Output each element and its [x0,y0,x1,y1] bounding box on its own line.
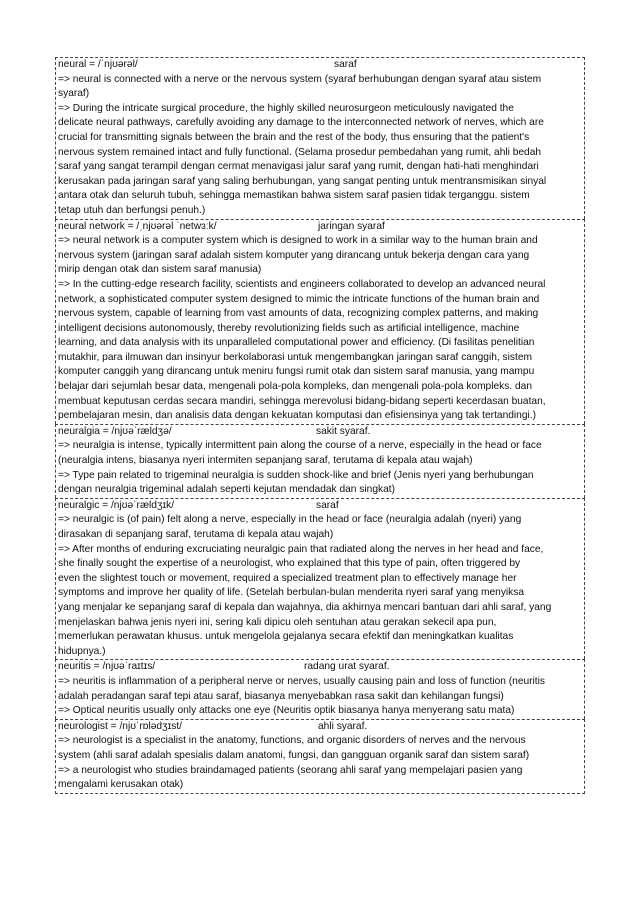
entry-text-line: => During the intricate surgical procedure, the highly skilled neurosurgeon meticulously navigated the [58,102,514,114]
entry-text-line: crucial for transmitting signals between the brain and the rest of the body, thus ensuring that the patient's [58,131,530,143]
entry-text-line: => neural network is a computer system which is designed to work in a similar way to the human brain and [58,235,538,247]
entry-text-line: => neuritis is inflammation of a peripheral nerve or nerves, usually causing pain and loss of function (neuritis [58,675,545,687]
entry-text-line: saraf yang sangat terampil dengan cermat menavigasi jalur saraf yang rumit, dengan hati-hati menghindari [58,161,539,173]
translation: ahli syaraf. [318,720,368,732]
entry-text-line: system (ahli saraf adalah spesialis dalam anatomi, fungsi, dan gangguan organik saraf dan sistem saraf) [58,749,530,761]
entry-header [58,425,583,440]
entry-text-line: dengan neuralgia trigeminal adalah seperti kejutan mendadak dan singkat) [58,484,395,496]
entry-text-line: membuat keputusan cerdas secara mandiri, sehingga merevolusi bidang-bidang seperti kecerdasan buatan, [58,395,546,407]
headword: neuralgic = /njʊəˈrældʒɪk/ [58,499,175,511]
entry-header [58,720,583,735]
entry-text-line: mirip dengan otak dan sistem saraf manusia) [58,264,262,276]
headword: neuralgia = /njʊəˈrældʒə/ [58,425,172,437]
entry-text-line: memerlukan perawatan khusus. untuk mengelola gejalanya secara efektif dan meningkatkan kualitas [58,631,514,643]
entry-text-line: => neurologist is a specialist in the anatomy, functions, and organic disorders of nerves and the nervous [58,735,526,747]
entry-text-line: => After months of enduring excruciating neuralgic pain that radiated along the nerves in her head and face, [58,543,544,555]
entry-text-line: intelligent decisions autonomously, thereby revolutionizing fields such as artificial intelligence, machine [58,322,520,334]
entry-text-line: pembelajaran mesin, dan analisis data dengan kekuatan komputasi dan efisiensinya yang tak tertandingi.) [58,410,536,422]
entry-text-line: mutakhir, para ilmuwan dan insinyur berkolaborasi untuk mengembangkan jaringan saraf canggih, sistem [58,351,532,363]
entry-text-line: kerusakan pada jaringan saraf yang saling berhubungan, yang sangat penting untuk mentransmisikan sinyal [58,175,547,187]
vocab-entry [55,219,585,424]
entry-text-line: she finally sought the expertise of a neurologist, who explained that this type of pain, often triggered by [58,558,521,570]
vocab-entry [55,659,585,718]
translation: saraf [334,59,357,70]
entry-header [58,660,583,675]
vocab-entry [55,719,585,794]
headword: neuritis = /njʊəˈraɪtɪs/ [58,661,156,673]
vocab-entry [55,57,585,219]
translation: sakit syaraf. [316,425,371,437]
translation: radang urat syaraf. [304,661,390,673]
entry-header [58,58,583,73]
entry-text-line: network, a sophisticated computer system designed to mimic the intricate functions of the human brain and [58,293,540,305]
entry-text-line: even the slightest touch or movement, required a specialized treatment plan to effectively manage her [58,572,517,584]
entry-text-line: => neuralgia is intense, typically intermittent pain along the course of a nerve, especially in the head or face [58,440,542,452]
entry-text-line: learning, and data analysis with its unparalleled computational power and efficiency. (Di fasilitas penelitian [58,337,535,349]
headword: neural = /ˈnjʊərəl/ [58,59,138,70]
entry-text-line: => a neurologist who studies braindamaged patients (seorang ahli saraf yang mempelajari pasien yang [58,764,523,776]
entry-text-line: => neuralgic is (of pain) felt along a nerve, especially in the head or face (neuralgia adalah (nyeri) yang [58,514,522,526]
translation: jaringan syaraf [318,220,385,232]
entry-header [58,499,583,514]
entry-text-line: dirasakan di sepanjang saraf, terutama di kepala atau wajah) [58,529,334,540]
entry-text-line: adalah peradangan saraf tepi atau saraf, biasanya menyebabkan rasa sakit dan kehilangan fungsi) [58,690,504,702]
entry-text-line: nervous system (jaringan saraf adalah sistem komputer yang dirancang untuk bekerja dengan cara yang [58,249,530,261]
entry-text-line: yang menjalar ke sepanjang saraf di kepala dan wajahnya, dia akhirnya mencari bantuan dari ahli saraf, yang [58,601,552,613]
entry-text-line: => Optical neuritis usually only attacks one eye (Neuritis optik biasanya hanya menyerang satu mata) [58,705,515,717]
vocab-entry [55,498,585,660]
entry-text-line: hidupnya.) [58,645,106,657]
entry-text-line: syaraf) [58,88,90,100]
translation: saraf [316,499,339,511]
headword: neural network = /ˌnjʊərəl ˈnetwɜːk/ [58,220,217,232]
entry-header [58,220,583,235]
entry-text-line: mengalami kerusakan otak) [58,779,184,791]
entry-text-line: => In the cutting-edge research facility, scientists and engineers collaborated to develop an advanced neural [58,278,546,290]
entry-text-line: => neural is connected with a nerve or the nervous system (syaraf berhubungan dengan syaraf atau sistem [58,73,542,85]
entry-text-line: antara otak dan seluruh tubuh, sehingga memastikan bahwa sistem saraf pasien tidak terganggu. sistem [58,190,530,202]
entry-text-line: komputer canggih yang dirancang untuk meniru fungsi rumit otak dan sistem saraf manusia, yang mampu [58,366,535,378]
entry-text-line: symptoms and improve her quality of life. (Setelah berbulan-bulan menderita nyeri saraf yang menyiksa [58,587,525,599]
entry-text-line: nervous system remained intact and fully functional. (Selama prosedur pembedahan yang rumit, ahli bedah [58,146,542,158]
entry-text-line: (neuralgia intens, biasanya nyeri intermiten sepanjang saraf, terutama di kepala atau wajah) [58,455,473,467]
entry-text-line: nervous system, capable of learning from vast amounts of data, recognizing complex patterns, and making [58,308,539,320]
entry-text-line: tetap utuh dan berfungsi penuh.) [58,204,206,216]
headword: neurologist = /njʊˈrɒlədʒɪst/ [58,720,182,732]
entry-text-line: belajar dari sejumlah besar data, mengenali pola-pola kompleks, dan mengenali pola-pola kompleks. dan [58,381,533,393]
entry-text-line: => Type pain related to trigeminal neuralgia is sudden shock-like and brief (Jenis nyeri yang berhubungan [58,469,534,481]
vocab-entry [55,424,585,498]
vocabulary-document [55,57,585,794]
entry-text-line: delicate neural pathways, carefully avoiding any damage to the interconnected network of nerves, which are [58,117,544,129]
entry-text-line: menjelaskan bahwa jenis nyeri ini, sering kali dipicu oleh sentuhan atau gerakan sekecil apa pun, [58,616,497,628]
